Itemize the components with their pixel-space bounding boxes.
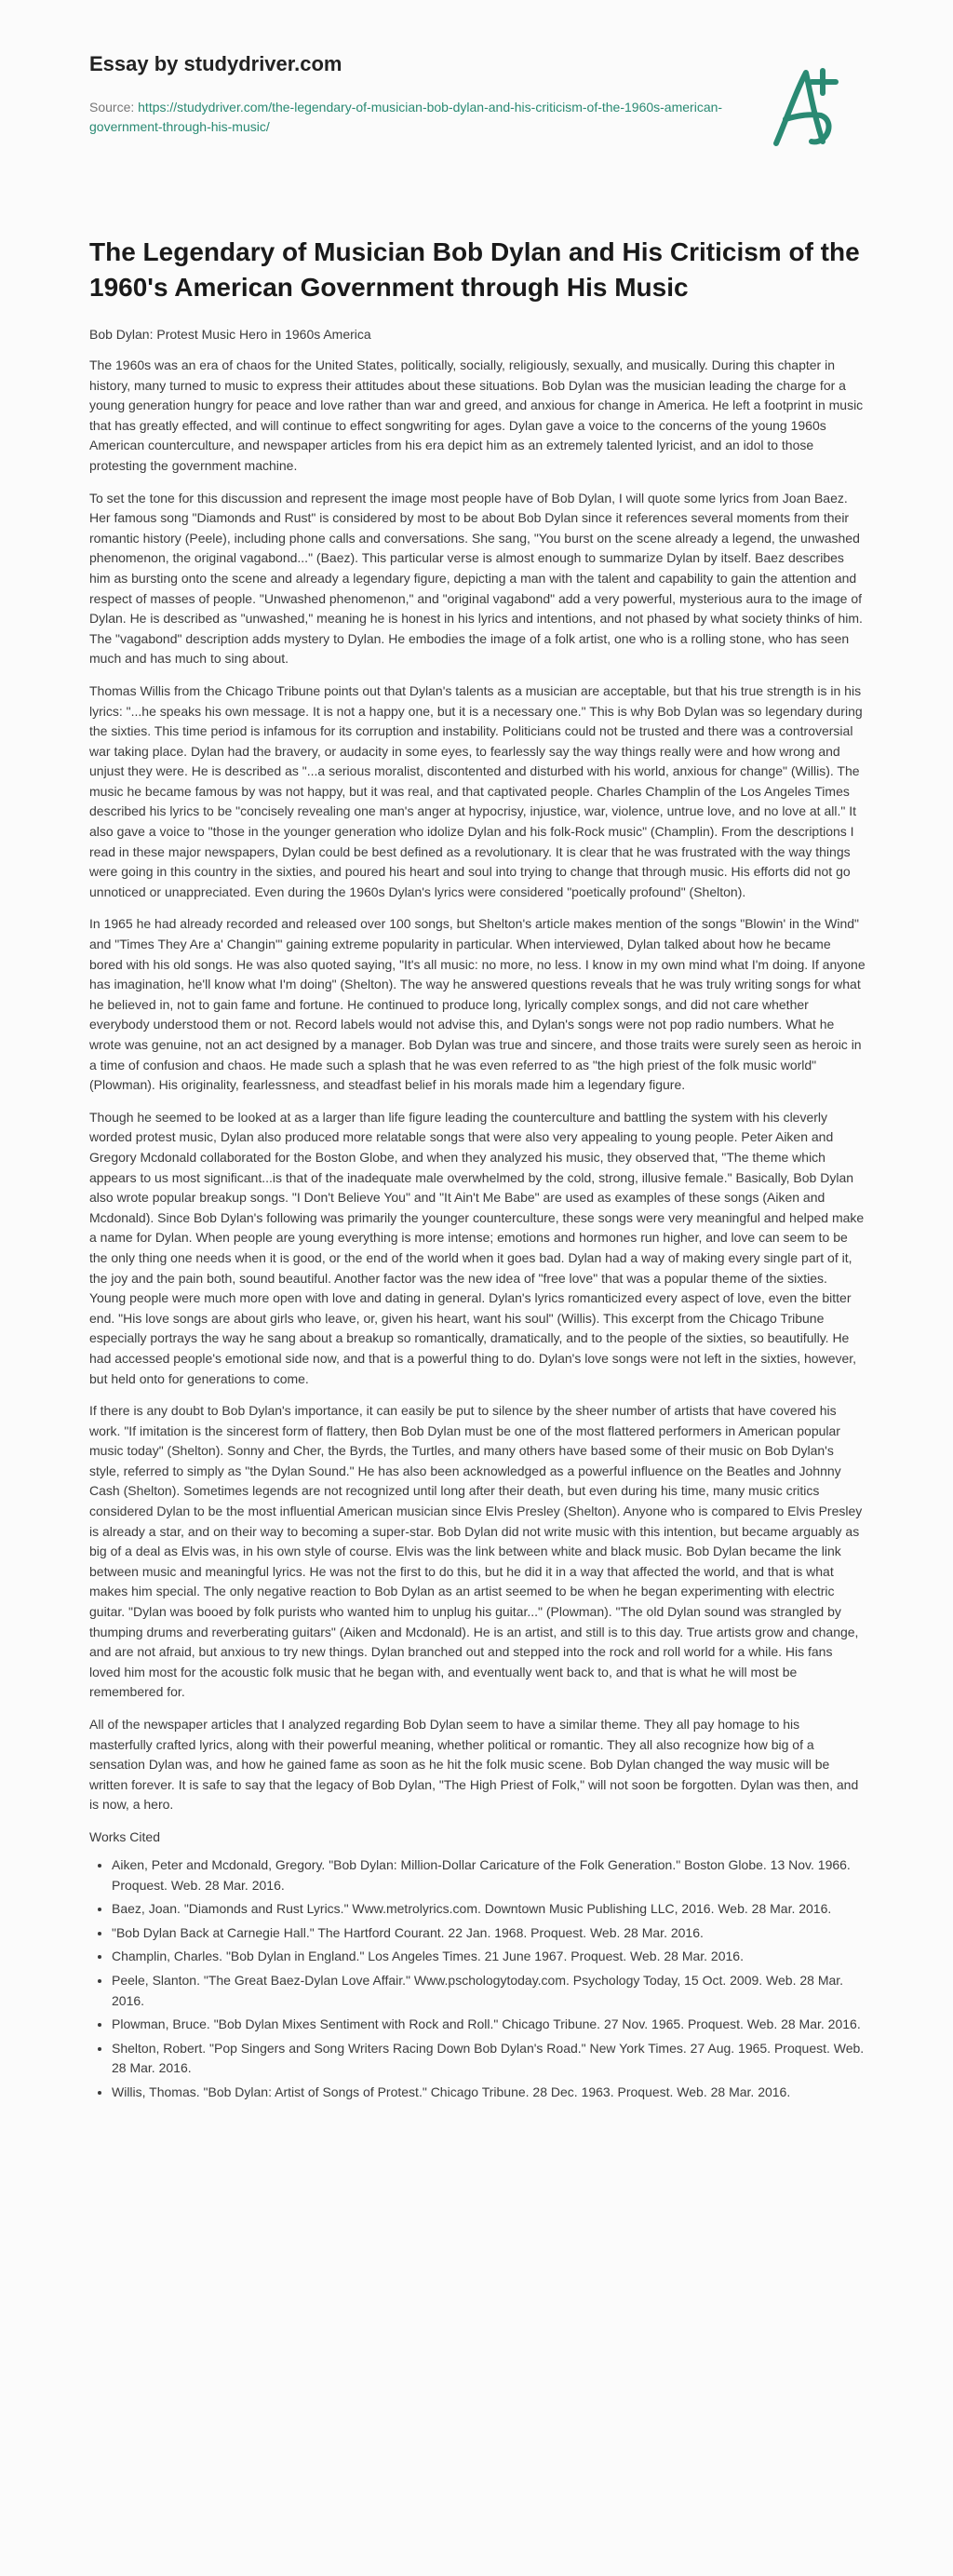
citation-item: • Peele, Slanton. "The Great Baez-Dylan Love Affair." Www.pschologytoday.com. Psychology Today, 15 Oct. 2009. Web. 28 Mar. 2016. [112,1971,866,2011]
citation-item: • Champlin, Charles. "Bob Dylan in England." Los Angeles Times. 21 June 1967. Proquest. Web. 28 Mar. 2016. [112,1947,866,1967]
paragraph: Thomas Willis from the Chicago Tribune points out that Dylan's talents as a musician are acceptable, but that his true strength is in his lyrics: "...he speaks his own message. It is not a happy one, but it is a necessary one." This is why Bob Dylan was so legendary during the sixties. This time period is infamous for its corruption and instability. Politicians could not be trusted and there was a controversial war taking place. Dylan had the bravery, or audacity in some eyes, to fearlessly say the way things really were and how wrong and unjust they were. He is described as "...a serious moralist, discontented and disturbed with his world, anxious for change" (Willis). The music he became famous by was not happy, but it was real, and that captivated people. Charles Champlin of the Los Angeles Times described his lyrics to be "concisely revealing one man's anger at hypocrisy, injustice, war, violence, untrue love, and no love at all." It also gave a voice to "those in the younger generation who idolize Dylan and his folk-Rock music" (Champlin). From the descriptions I read in these major newspapers, Dylan could be best defined as a revolutionary. It is clear that he was frustrated with the way things were going in this country in the sixties, and poured his heart and soul into trying to change that through music. His efforts did not go unnoticed or unappreciated. Even during the 1960s Dylan's lyrics were considered "poetically profound" (Shelton). [89,682,863,899]
source-label: Source: [89,100,135,115]
citation-item: • "Bob Dylan Back at Carnegie Hall." The Hartford Courant. 22 Jan. 1968. Proquest. Web. 28 Mar. 2016. [112,1923,866,1944]
citation-item: • Baez, Joan. "Diamonds and Rust Lyrics." Www.metrolyrics.com. Downtown Music Publishing LLC, 2016. Web. 28 Mar. 2016. [112,1899,866,1920]
paragraph: Though he seemed to be looked at as a larger than life figure leading the counterculture and battling the system with his cleverly worded protest music, Dylan also produced more relatable songs that were also very appealing to young people. Peter Aiken and Gregory Mcdonald collaborated for the Boston Globe, and when they analyzed his music, they observed that, "The theme which appears to us most significant...is that of the inadequate male overwhelmed by the cold, strong, illusive female." Basically, Bob Dylan also wrote popular breakup songs. "I Don't Believe You" and "It Ain't Me Babe" are used as examples of these songs (Aiken and Mcdonald). Since Bob Dylan's following was primarily the younger counterculture, these songs were very meaningful and helped make a name for Dylan. When people are young everything is more intense; emotions and hormones run higher, and love can seem to be the only thing one needs when it is good, or the end of the world when it goes bad. Dylan had a way of making every single part of it, the joy and the pain both, sound beautiful. Another factor was the new idea of "free love" that was a popular theme of the sixties. Young people were much more open with love and dating in general. Dylan's lyrics romanticized every aspect of love, even the bitter end. "His love songs are about girls who leave, or, given his heart, want his soul" (Willis). This excerpt from the Chicago Tribune especially portrays the way he sang about a breakup so romantically, dramatically, and to the people of the sixties, so beautifully. He had accessed people's emotional side now, and that is a powerful thing to do. Dylan's love songs were not left in the sixties, however, but held onto for generations to come. [89,1109,865,1386]
citation-item: • Shelton, Robert. "Pop Singers and Song Writers Racing Down Bob Dylan's Road." New York Times. 27 Aug. 1965. Proquest. Web. 28 Mar. 2016. [112,2039,866,2079]
paragraph: In 1965 he had already recorded and released over 100 songs, but Shelton's article makes mention of the songs "Blowin' in the Wind" and "Times They Are a' Changin'" gaining extreme popularity in particular. When interviewed, Dylan talked about how he became bored with his old songs. He was also quoted saying, "It's all music: no more, no less. I know in my own mind what I'm doing. If anyone has imagination, he'll know what I'm doing" (Shelton). The way he answered questions reveals that he was truly writing songs for what he believed in, not to gain fame and fortune. He continued to produce long, lyrically complex songs, and did not care whether everybody understood them or not. Record labels would not advise this, and Dylan's songs were not pop radio numbers. What he wrote was genuine, not an act designed by a manager. Bob Dylan was true and sincere, and those traits were surely seen as heroic in a time of confusion and chaos. He made such a splash that he was even referred to as "the high priest of the folk music world" (Plowman). His originality, fearlessness, and steadfast belief in his morals made him a legendary figure. [89,916,866,1093]
citation-item: • Aiken, Peter and Mcdonald, Gregory. "Bob Dylan: Million-Dollar Caricature of the Folk Generation." Boston Globe. 13 Nov. 1966. Proquest. Web. 28 Mar. 2016. [112,1855,866,1895]
works-cited-heading: Works Cited [89,1828,160,1844]
paragraph: The 1960s was an era of chaos for the United States, politically, socially, religiously, sexually, and musically. During this chapter in history, many turned to music to express their attitudes about these situations. Bob Dylan was the musician leading the charge for a young generation hungry for peace and love rather than war and greed, and anxious for change in America. He left a footprint in music that has greatly effected, and will continue to effect songwriting for ages. Dylan gave a voice to the concerns of the young 1960s American counterculture, and newspaper articles from his era depict him as an extremely talented lyricist, and an idol to those protesting the government machine. [89,357,864,473]
paragraph: To set the tone for this discussion and represent the image most people have of Bob Dylan, I will quote some lyrics from Joan Baez. Her famous song "Diamonds and Rust" is considered by most to be about Bob Dylan since it references several moments from their romantic history (Peele), including phone calls and conversations. She sang, "You burst on the scene already a legend, the unwashed phenomenon, the original vagabond..." (Baez). This particular verse is almost enough to summarize Dylan by itself. Baez describes him as bursting onto the scene and already a legendary figure, depicting a man with the talent and capability to gain the attention and respect of masses of people. "Unwashed phenomenon," and "original vagabond" add a very powerful, mysterious aura to the image of Dylan. He is described as "unwashed," meaning he is honest in his lyrics and intentions, and not phased by what society thinks of him. The "vagabond" description adds mystery to Dylan. He embodies the image of a folk artist, one who is a rolling stone, who has seen much and has much to sing about. [89,490,863,667]
source-line [89,98,741,137]
paragraph: If there is any doubt to Bob Dylan's importance, it can easily be put to silence by the sheer number of artists that have covered his work. "If imitation is the sincerest form of flattery, then Bob Dylan must be one of the most flattered performers in American popular music today" (Shelton). Sonny and Cher, the Byrds, the Turtles, and many others have based some of their music on Bob Dylan's style, referred to simply as "the Dylan Sound." He has also been acknowledged as a powerful influence on the Beatles and Johnny Cash (Shelton). Sometimes legends are not recognized until long after their death, but even during his time, many music critics considered Dylan to be the most influential American musician since Elvis Presley (Shelton). Anyone who is compared to Elvis Presley is already a star, and on their way to becoming a super-star. Bob Dylan did not write music with this intention, but became arguably as big of a deal as Elvis was, in his own style of course. Elvis was the link between white and black music. Bob Dylan became the link between music and meaningful lyrics. He was not the first to do this, but he did it in a way that affected the world, and that is what makes him special. The only negative reaction to Bob Dylan as an artist seemed to be when he began experimenting with electric guitar. "Dylan was booed by folk purists who wanted him to unplug his guitar..." (Plowman). "The old Dylan sound was strangled by thumping drums and reverberating guitars" (Aiken and Mcdonald). He is an artist, and still is to this day. True artists grow and change, and are not afraid, but anxious to try new things. Dylan branched out and stepped into the rock and roll world for a while. His fans loved him most for the acoustic folk music that he began with, and eventually went back to, and that is what he will most be remembered for. [89,1403,863,1700]
works-cited-list [89,1855,866,2103]
source-link[interactable]: https://studydriver.com/the-legendary-of-musician-bob-dylan-and-his-criticism-of-the-1960s-american-government-through-his-music/ [89,100,723,134]
essay-article [89,235,866,2107]
logo-icon [769,61,845,151]
site-title: Essay by studydriver.com [89,52,342,75]
article-subtitle: Bob Dylan: Protest Music Hero in 1960s America [89,327,371,342]
citation-item: • Willis, Thomas. "Bob Dylan: Artist of Songs of Protest." Chicago Tribune. 28 Dec. 1963. Proquest. Web. 28 Mar. 2016. [112,2083,866,2103]
page-header [89,52,871,137]
citation-item: • Plowman, Bruce. "Bob Dylan Mixes Sentiment with Rock and Roll." Chicago Tribune. 27 Nov. 1965. Proquest. Web. 28 Mar. 2016. [112,2015,866,2035]
paragraph: All of the newspaper articles that I analyzed regarding Bob Dylan seem to have a similar theme. They all pay homage to his masterfully crafted lyrics, along with their powerful meaning, whether political or romantic. They all also recognize how big of a sensation Dylan was, and how he gained fame as soon as he hit the folk music scene. Bob Dylan changed the way music will be written forever. It is safe to say that the legacy of Bob Dylan, "The High Priest of Folk," will not soon be forgotten. Dylan was then, and is now, a hero. [89,1717,859,1813]
article-title: The Legendary of Musician Bob Dylan and His Criticism of the 1960's American Government through His Music [89,237,860,302]
